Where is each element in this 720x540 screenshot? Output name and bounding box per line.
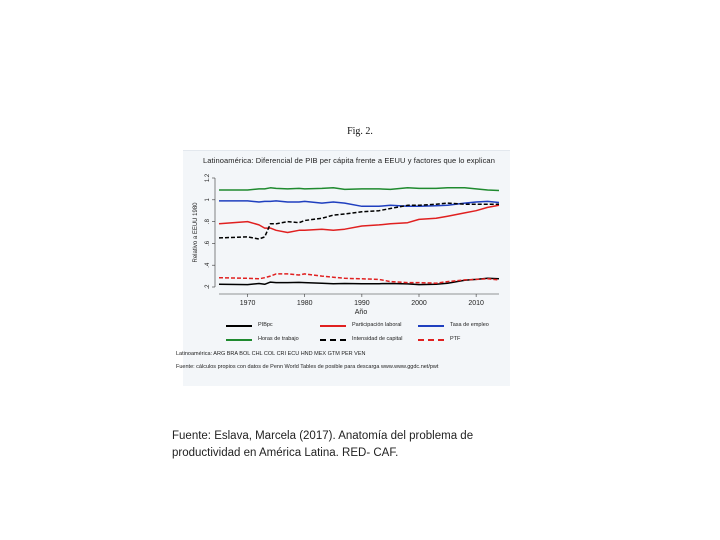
- legend-label-tasa-de-empleo: Tasa de empleo: [450, 322, 489, 328]
- legend-label-ptf: PTF: [450, 336, 461, 342]
- legend-swatch-participacion-laboral: [320, 325, 346, 327]
- x-tick-label: 2010: [468, 300, 484, 307]
- y-tick-label: .8: [205, 219, 211, 225]
- series-line-intensidad-de-capital: [219, 203, 499, 239]
- line-chart: [183, 150, 510, 325]
- legend-swatch-intensidad-de-capital: [320, 339, 346, 341]
- legend-label-participacion-laboral: Participación laboral: [352, 322, 402, 328]
- y-tick-label: .6: [205, 240, 211, 246]
- x-tick-label: 1980: [296, 300, 313, 307]
- legend-swatch-tasa-de-empleo: [418, 325, 444, 327]
- y-tick-label: .2: [205, 284, 211, 290]
- legend-label-pibpc: PIBpc: [258, 322, 273, 328]
- series-line-horas-de-trabajo: [219, 188, 499, 191]
- chart-legend: [226, 322, 508, 348]
- legend-swatch-pibpc: [226, 325, 252, 327]
- legend-label-intensidad-de-capital: Intensidad de capital: [352, 336, 403, 342]
- countries-note: Latinoamérica: ARG BRA BOL CHL COL CRI ECU HND MEX GTM PER VEN: [176, 351, 366, 357]
- source-caption: Fuente: Eslava, Marcela (2017). Anatomía del problema de productividad en América Latina. RED- CAF.: [172, 430, 474, 459]
- legend-label-horas-de-trabajo: Horas de trabajo: [258, 336, 299, 342]
- chart-series: [219, 188, 499, 285]
- y-tick-label: 1.2: [205, 173, 211, 183]
- y-tick-label: 1: [205, 198, 211, 202]
- x-tick-label: 2000: [411, 300, 427, 307]
- x-axis-label: Año: [354, 309, 368, 316]
- series-line-participacion-laboral: [219, 205, 499, 232]
- y-axis-label: Relativo a EEUU 1980: [193, 202, 199, 263]
- chart-title: Latinoamérica: Diferencial de PIB per cápita frente a EEUU y factores que lo explican: [203, 156, 495, 165]
- legend-swatch-ptf: [418, 339, 444, 341]
- figure-label: Fig. 2.: [347, 126, 373, 137]
- legend-swatch-horas-de-trabajo: [226, 339, 252, 341]
- x-tick-label: 1990: [354, 300, 370, 307]
- y-tick-label: .4: [205, 262, 211, 268]
- data-source-note: Fuente: cálculos propios con datos de Penn World Tables de posible para descarga www.www.ggdc.net/pwt: [176, 364, 439, 370]
- x-tick-label: 1970: [239, 300, 256, 307]
- chart-axes: [193, 173, 499, 316]
